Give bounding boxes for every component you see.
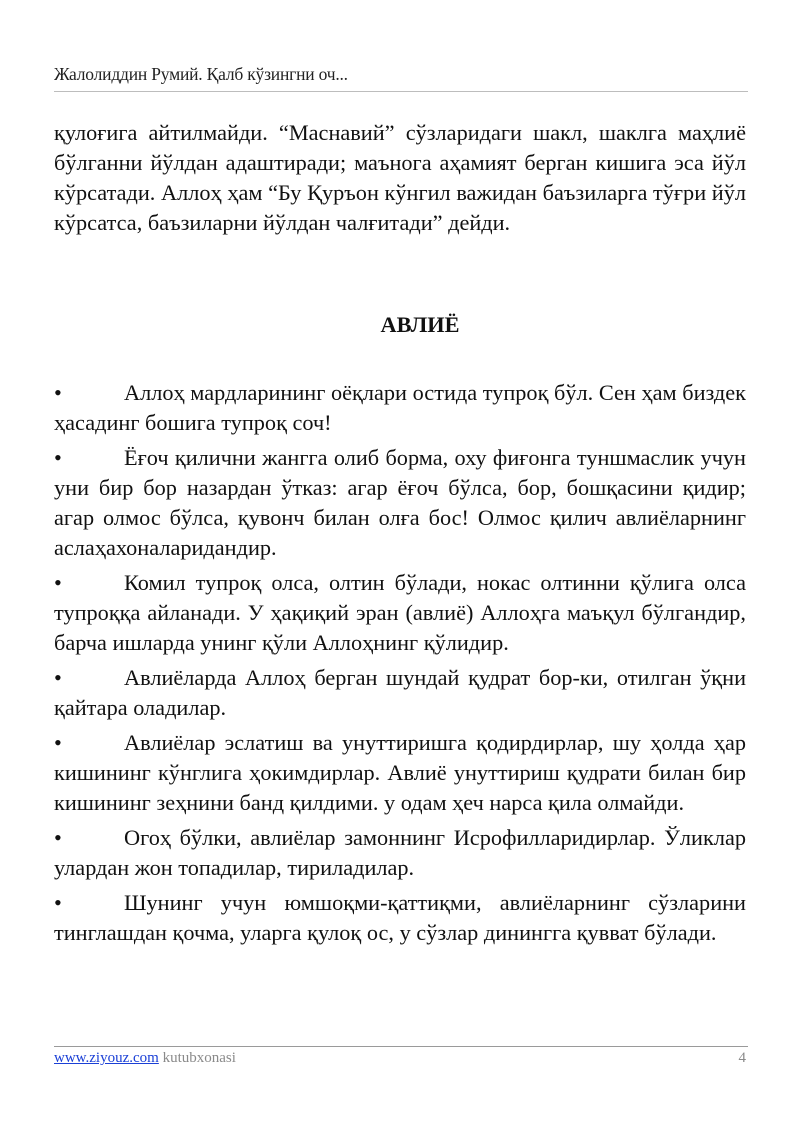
site-link[interactable]: www.ziyouz.com: [54, 1050, 159, 1066]
bullet-icon: •: [54, 380, 62, 405]
list-item: [54, 378, 746, 438]
list-item: [54, 568, 746, 658]
list-item-text: Комил тупроқ олса, олтин бўлади, нокас олтинни қўлига олса тупроққа айланади. У ҳақиқий эран (авлиё) Аллоҳга маъқул бўлгандир, барча ишларда унинг қўли Аллоҳнинг қўлидир.: [54, 570, 746, 655]
page-number: 4: [738, 1050, 746, 1066]
list-item: [54, 728, 746, 818]
list-item-text: Аллоҳ мардларининг оёқлари остида тупроқ бўл. Сен ҳам биздек ҳасадинг бошига тупроқ соч!: [54, 380, 746, 435]
list-item: [54, 443, 746, 563]
list-item-text: Огоҳ бўлки, авлиёлар замоннинг Исрофилларидирлар. Ўликлар улардан жон топадилар, тириладилар.: [54, 825, 746, 880]
intro-paragraph: қулоғига айтилмайди. “Маснавий” сўзларидаги шакл, шаклга маҳлиё бўлганни йўлдан адаштиради; маънога аҳамият берган кишига эса йўл кўрсатади. Аллоҳ ҳам “Бу Қуръон кўнгил важидан баъзиларга тўғри йўл кўрсатса, баъзиларни йўлдан чалғитади” дейди.: [54, 120, 746, 235]
list-item: [54, 663, 746, 723]
bullet-icon: •: [54, 570, 62, 595]
list-item: [54, 823, 746, 883]
list-item-text: Авлиёлар эслатиш ва унуттиришга қодирдирлар, шу ҳолда ҳар кишининг кўнглига ҳокимдирлар. Авлиё унуттириш қудрати билан бир кишининг зеҳнини банд қилдими. у одам ҳеч нарса қила олмайди.: [54, 730, 746, 815]
bullet-icon: •: [54, 665, 62, 690]
list-item-text: Авлиёларда Аллоҳ берган шундай қудрат бор-ки, отилган ўқни қайтара оладилар.: [54, 665, 746, 720]
section-title: АВЛИЁ: [380, 312, 460, 337]
list-item-text: Шунинг учун юмшоқми-қаттиқми, авлиёларнинг сўзларини тинглашдан қочма, уларга қулоқ ос, у сўзлар динингга қувват бўлади.: [54, 890, 746, 945]
list-item: [54, 888, 746, 948]
bullet-icon: •: [54, 890, 62, 915]
bullet-icon: •: [54, 825, 62, 850]
bullet-icon: •: [54, 445, 62, 470]
page-footer: [54, 1046, 748, 1067]
list-item-text: Ёғоч қилични жангга олиб борма, оху фиғонга туншмаслик учун уни бир бор назардан ўтказ: агар ёғоч бўлса, бор, бошқасини қидир; агар олмос бўлса, қувонч билан олға бос! Олмос қилич авлиёларнинг аслаҳахоналаридандир.: [54, 445, 746, 560]
header-title: Жалолиддин Румий. Қалб кўзингни оч...: [54, 64, 348, 84]
bullet-icon: •: [54, 730, 62, 755]
running-header: [54, 64, 748, 92]
library-label: kutubxonasi: [162, 1050, 236, 1066]
page-body: [54, 118, 746, 953]
